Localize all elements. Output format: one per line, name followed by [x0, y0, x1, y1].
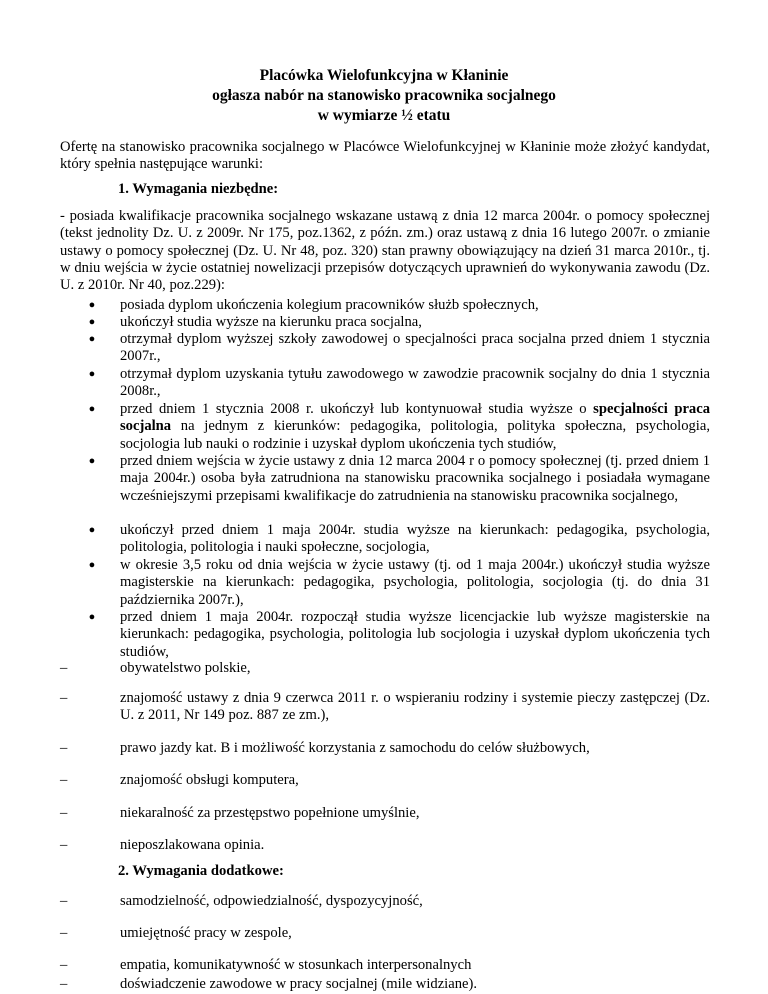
- bullet-icon: ●: [88, 403, 96, 415]
- title-line-3: w wymiarze ½ etatu: [317, 107, 451, 124]
- bullet-item-specialty: [120, 401, 710, 453]
- bullet-icon: ●: [88, 524, 96, 536]
- bullet-item: ukończył studia wyższe na kierunku praca socjalna,: [120, 314, 422, 330]
- bullet-icon: ●: [88, 333, 96, 345]
- dash-item: niekaralność za przestępstwo popełnione umyślnie,: [120, 805, 420, 821]
- bullet-icon: ●: [88, 455, 96, 467]
- dash-item: umiejętność pracy w zespole,: [120, 925, 292, 941]
- bullet-icon: ●: [88, 611, 96, 623]
- bullet-item: posiada dyplom ukończenia kolegium pracowników służb społecznych,: [120, 297, 539, 313]
- dash-icon: –: [60, 957, 68, 973]
- dash-item: empatia, komunikatywność w stosunkach interpersonalnych: [120, 957, 472, 973]
- bullet-icon: ●: [88, 368, 96, 380]
- bullet-item: w okresie 3,5 roku od dnia wejścia w życie ustawy (tj. od 1 maja 2004r.) ukończył studia wyższe magisterskie na kierunkach: pedagogika, psychologia, politologia, socjologia (tj. do dnia 31 października 2007r.),: [120, 557, 710, 608]
- qualifications-paragraph: - posiada kwalifikacje pracownika socjalnego wskazane ustawą z dnia 12 marca 2004r. o pomocy społecznej (tekst jednolity Dz. U. z 2009r. Nr 175, poz.1362, z późn. zm.) oraz ustawą z dnia 16 lutego 2007r. o zmianie ustawy o pomocy społecznej (Dz. U. Nr 48, poz. 320) stan prawny obowiązujący na dzień 31 marca 2010r., tj. w dniu wejścia w życie ostatniej nowelizacji przepisów dotyczących uprawnień do wykonywania zawodu (Dz. U. z 2010r. Nr 40, poz.229):: [60, 208, 710, 294]
- dash-item: znajomość ustawy z dnia 9 czerwca 2011 r. o wspieraniu rodziny i systemie pieczy zastępczej (Dz. U. z 2011, Nr 149 poz. 887 ze zm.),: [120, 690, 710, 724]
- dash-icon: –: [60, 805, 68, 821]
- dash-item: doświadczenie zawodowe w pracy socjalnej (mile widziane).: [120, 976, 477, 992]
- dash-icon: –: [60, 837, 68, 853]
- dash-item: nieposzlakowana opinia.: [120, 837, 265, 853]
- dash-icon: –: [60, 925, 68, 941]
- bullet-item: otrzymał dyplom wyższej szkoły zawodowej o specjalności praca socjalna przed dniem 1 stycznia 2007r.,: [120, 331, 710, 365]
- dash-icon: –: [60, 976, 68, 992]
- bullet-text-bold: specjalności praca socjalna: [120, 401, 710, 435]
- bullet-text-before: przed dniem 1 stycznia 2008 r. ukończył lub kontynuował studia wyższe o: [120, 401, 594, 417]
- dash-item: prawo jazdy kat. B i możliwość korzystania z samochodu do celów służbowych,: [120, 740, 590, 756]
- dash-item: znajomość obsługi komputera,: [120, 772, 299, 788]
- section-2-heading: 2. Wymagania dodatkowe:: [118, 863, 284, 879]
- dash-item: samodzielność, odpowiedzialność, dyspozycyjność,: [120, 893, 423, 909]
- bullet-icon: ●: [88, 316, 96, 328]
- bullet-text-after: na jednym z kierunków: pedagogika, politologia, polityka społeczna, psychologia, socjologia lub nauki o rodzinie i uzyskał dyplom ukończenia tych studiów,: [120, 418, 710, 452]
- section-1-heading: 1. Wymagania niezbędne:: [118, 181, 279, 197]
- bullet-item: przed dniem 1 maja 2004r. rozpoczął studia wyższe licencjackie lub wyższe magisterskie na kierunkach: pedagogika, psychologia, politologia lub socjologia i uzyskał dyplom ukończenia tych studiów,: [120, 609, 710, 660]
- dash-icon: –: [60, 660, 68, 676]
- bullet-item: ukończył przed dniem 1 maja 2004r. studia wyższe na kierunkach: pedagogika, psychologia, politologia, politologia i nauki społeczne, socjologia,: [120, 522, 710, 556]
- dash-icon: –: [60, 772, 68, 788]
- title-line-2: ogłasza nabór na stanowisko pracownika socjalnego: [212, 87, 556, 104]
- title-line-1: Placówka Wielofunkcyjna w Kłaninie: [259, 67, 509, 84]
- dash-item: obywatelstwo polskie,: [120, 660, 251, 676]
- bullet-icon: ●: [88, 559, 96, 571]
- bullet-item: przed dniem wejścia w życie ustawy z dnia 12 marca 2004 r o pomocy społecznej (tj. przed dniem 1 maja 2004r.) osoba była zatrudniona na stanowisku pracownika socjalnego i posiadała wymagane wcześniejszymi przepisami kwalifikacje do zatrudnienia na stanowisku pracownika socjalnego,: [120, 453, 710, 504]
- dash-icon: –: [60, 690, 68, 706]
- intro-paragraph: Ofertę na stanowisko pracownika socjalnego w Placówce Wielofunkcyjnej w Kłaninie może złożyć kandydat, który spełnia następujące warunki:: [60, 139, 710, 173]
- announcement-title: [0, 66, 768, 126]
- bullet-item: otrzymał dyplom uzyskania tytułu zawodowego w zawodzie pracownik socjalny do dnia 1 stycznia 2008r.,: [120, 366, 710, 400]
- bullet-icon: ●: [88, 299, 96, 311]
- dash-icon: –: [60, 893, 68, 909]
- dash-icon: –: [60, 740, 68, 756]
